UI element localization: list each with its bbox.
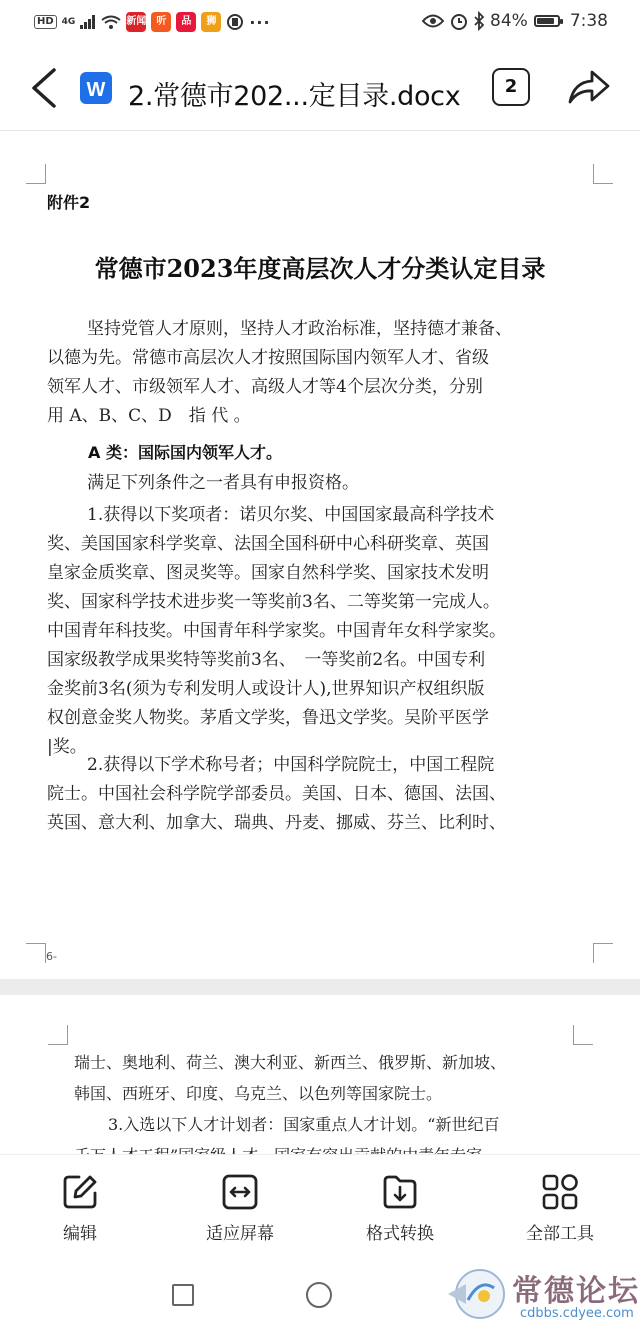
- bluetooth-icon: [474, 12, 484, 30]
- bottom-toolbar: [0, 1154, 640, 1257]
- fit-screen-icon: [221, 1173, 259, 1211]
- page-separator: [0, 979, 640, 995]
- text-line: 1.获得以下奖项者：诺贝尔奖、中国国家最高科学技术: [87, 505, 495, 525]
- more-notifications-icon: ···: [249, 12, 271, 32]
- crop-mark: [48, 1025, 68, 1045]
- page2-paragraph: [74, 1047, 574, 1171]
- back-arrow-icon[interactable]: [24, 66, 64, 110]
- text-line: 领军人才、市级领军人才、高级人才等4个层次分类，分别: [47, 377, 483, 397]
- sync-icon: [226, 13, 244, 31]
- crop-mark: [593, 943, 613, 963]
- crop-mark: [593, 164, 613, 184]
- crop-mark: [573, 1025, 593, 1045]
- hd-badge: HD: [34, 15, 57, 29]
- text-line: 国家级教学成果奖特等奖前3名、 一等奖前2名。中国专利: [47, 650, 486, 670]
- text-line: 韩国、西班牙、印度、乌克兰、以色列等国家院士。: [74, 1084, 443, 1103]
- music-app-icon: 听: [151, 12, 171, 32]
- wifi-icon: [101, 15, 121, 29]
- battery-icon: [534, 15, 560, 27]
- news-app-icon: 新闻: [126, 12, 146, 32]
- open-documents-count-button[interactable]: 2: [492, 68, 530, 106]
- word-doc-icon: [80, 72, 112, 104]
- game-app-icon: 狮: [201, 12, 221, 32]
- text-line: 用 A、B、C、D 指 代 。: [47, 406, 251, 426]
- crop-mark: [26, 164, 46, 184]
- document-heading: 常德市2023年度高层次人才分类认定目录: [94, 254, 546, 283]
- format-convert-icon: [381, 1173, 419, 1211]
- fit-screen-label: 适应屏幕: [206, 1224, 274, 1244]
- edit-label: 编辑: [63, 1224, 97, 1244]
- home-button[interactable]: [306, 1282, 332, 1308]
- category-a-heading: A 类：国际国内领军人才。: [88, 443, 282, 462]
- intro-paragraph: [47, 315, 595, 431]
- clock: 7:38: [569, 11, 608, 31]
- page-number: 6-: [46, 950, 57, 963]
- text-line: 满足下列条件之一者具有申报资格。: [87, 473, 359, 493]
- text-line: |奖。: [47, 737, 87, 757]
- fit-screen-button[interactable]: [180, 1173, 300, 1244]
- watermark-title: 常德论坛: [512, 1274, 640, 1309]
- text-line: 英国、意大利、加拿大、瑞典、丹麦、挪威、芬兰、比利时、: [47, 813, 506, 833]
- svg-text:W: W: [86, 79, 106, 101]
- text-line: 奖、美国国家科学奖章、法国全国科研中心科研奖章、英国: [47, 534, 489, 554]
- all-tools-label: 全部工具: [526, 1224, 594, 1244]
- crop-mark: [26, 943, 46, 963]
- text-line: 瑞士、奥地利、荷兰、澳大利亚、新西兰、俄罗斯、新加坡、: [74, 1053, 507, 1072]
- text-line: 皇家金质奖章、图灵奖等。国家自然科学奖、国家技术发明: [47, 563, 489, 583]
- share-icon[interactable]: [566, 68, 612, 108]
- text-line: 中国青年科技奖。中国青年科学家奖。中国青年女科学家奖。: [47, 621, 506, 641]
- text-line: 权创意金奖人物奖。茅盾文学奖，鲁迅文学奖。吴阶平医学: [47, 708, 489, 728]
- text-line: 奖、国家科学技术进步奖一等奖前3名、二等奖第一完成人。: [47, 592, 500, 612]
- all-tools-icon: [541, 1173, 579, 1211]
- network-type: 4G: [61, 16, 76, 27]
- item2-paragraph: [47, 751, 595, 838]
- condition-paragraph: [47, 469, 595, 498]
- text-line: 坚持党管人才原则，坚持人才政治标准，坚持德才兼备、: [87, 319, 512, 339]
- eye-icon: [422, 14, 444, 28]
- document-title: 2.常德市202...定目录.docx: [128, 81, 461, 112]
- item1-paragraph: [47, 501, 595, 762]
- document-viewer[interactable]: [0, 131, 640, 1154]
- text-line: 院士。中国社会科学院学部委员。美国、日本、德国、法国、: [47, 784, 506, 804]
- all-tools-button[interactable]: [500, 1173, 620, 1244]
- shopping-app-icon: 品: [176, 12, 196, 32]
- watermark-logo-icon: [446, 1264, 510, 1324]
- battery-percent: 84%: [490, 11, 528, 31]
- attachment-label: 附件2: [47, 193, 91, 212]
- format-convert-button[interactable]: [340, 1173, 460, 1244]
- edit-button[interactable]: [20, 1173, 140, 1244]
- text-line: 2.获得以下学术称号者；中国科学院院士，中国工程院: [87, 755, 495, 775]
- forum-watermark: [446, 1262, 640, 1326]
- format-convert-label: 格式转换: [366, 1224, 434, 1244]
- recent-apps-button[interactable]: [172, 1284, 194, 1306]
- text-line: 金奖前3名(须为专利发明人或设计人),世界知识产权组织版: [47, 679, 485, 699]
- status-bar: [0, 0, 640, 48]
- edit-icon: [61, 1173, 99, 1211]
- text-line: 以德为先。常德市高层次人才按照国际国内领军人才、省级: [47, 348, 489, 368]
- alarm-icon: [450, 12, 468, 30]
- watermark-url: cdbbs.cdyee.com: [520, 1306, 634, 1321]
- text-line: 3.入选以下人才计划者：国家重点人才计划。“新世纪百: [108, 1115, 500, 1134]
- signal-icon: [80, 15, 96, 29]
